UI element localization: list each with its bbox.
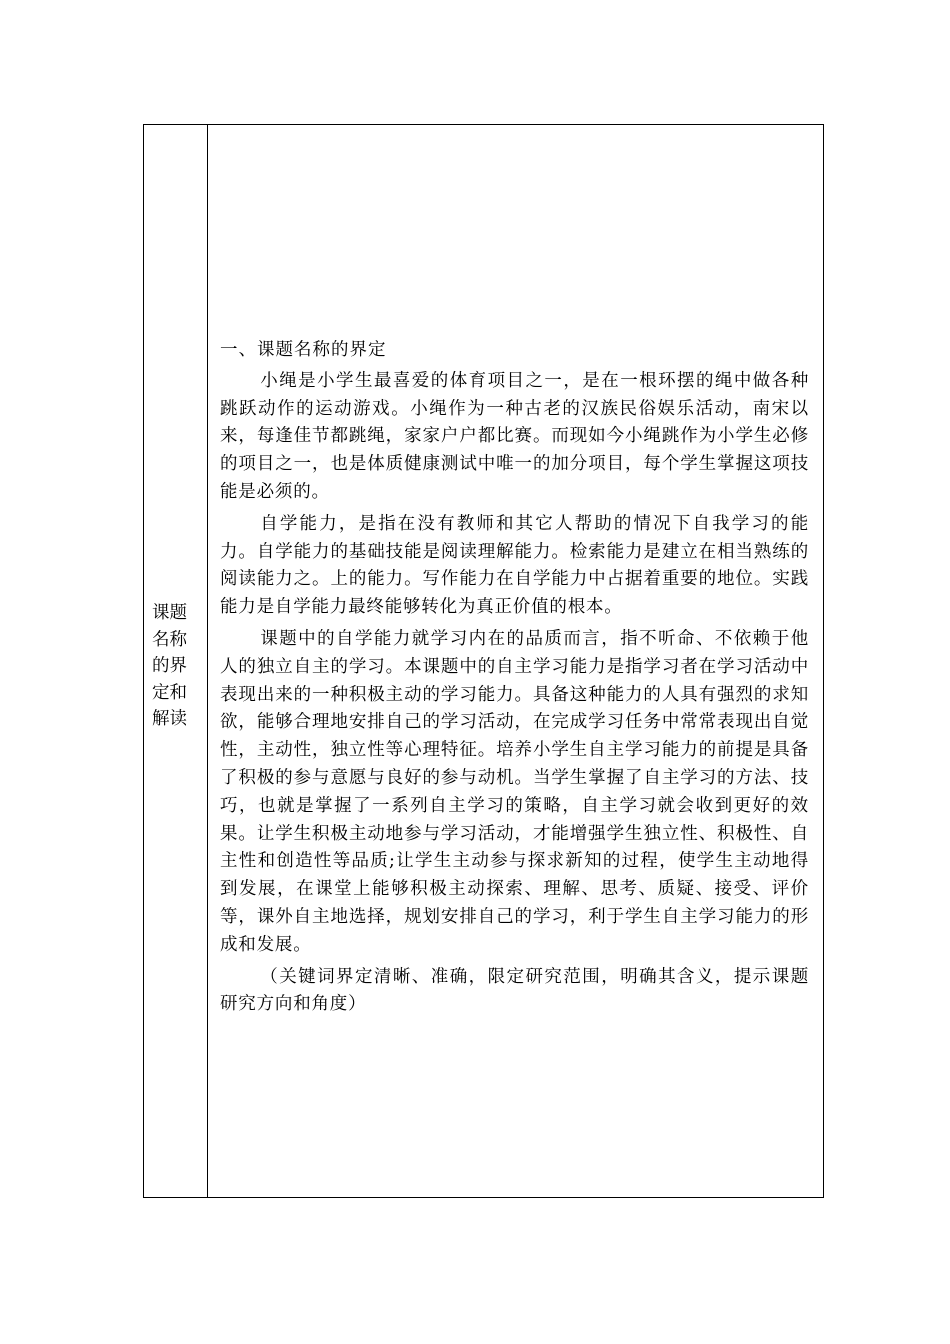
row-label: 课题名称的界定和解读 [152, 603, 187, 729]
form-table [143, 124, 824, 1198]
paragraph-autonomous-learning: 课题中的自学能力就学习内在的品质而言，指不听命、不依赖于他人的独立自主的学习。本课题中的自主学习能力是指学习者在学习活动中表现出来的一种积极主动的学习能力。具备这种能力的人具有强烈的求知欲，能够合理地安排自己的学习活动，在完成学习任务中常常表现出自觉性，主动性，独立性等心理特征。培养小学生自主学习能力的前提是具备了积极的参与意愿与良好的参与动机。当学生掌握了自主学习的方法、技巧，也就是掌握了一系列自主学习的策略，自主学习就会收到更好的效果。让学生积极主动地参与学习活动，才能增强学生独立性、积极性、自主性和创造性等品质;让学生主动参与探求新知的过程，使学生主动地得到发展，在课堂上能够积极主动探索、理解、思考、质疑、接受、评价等，课外自主地选择，规划安排自己的学习，利于学生自主学习能力的形成和发展。 [220, 628, 809, 955]
paragraph-note: （关键词界定清晰、准确，限定研究范围，明确其含义，提示课题研究方向和角度） [220, 966, 809, 1015]
content-body [220, 337, 809, 1023]
section-heading: 一、课题名称的界定 [220, 340, 387, 360]
paragraph-self-study-ability: 自学能力，是指在没有教师和其它人帮助的情况下自我学习的能力。自学能力的基础技能是阅读理解能力。检索能力是建立在相当熟练的阅读能力之。上的能力。写作能力在自学能力中占据着重要的地位。实践能力是自学能力最终能够转化为真正价值的根本。 [220, 513, 809, 618]
paragraph-rope-skipping: 小绳是小学生最喜爱的体育项目之一，是在一根环摆的绳中做各种跳跃动作的运动游戏。小绳作为一种古老的汉族民俗娱乐活动，南宋以来，每逢佳节都跳绳，家家户户都比赛。而现如今小绳跳作为小学生必修的项目之一，也是体质健康测试中唯一的加分项目，每个学生掌握这项技能是必须的。 [220, 370, 809, 502]
label-cell [144, 125, 208, 1197]
content-cell [208, 125, 823, 1197]
